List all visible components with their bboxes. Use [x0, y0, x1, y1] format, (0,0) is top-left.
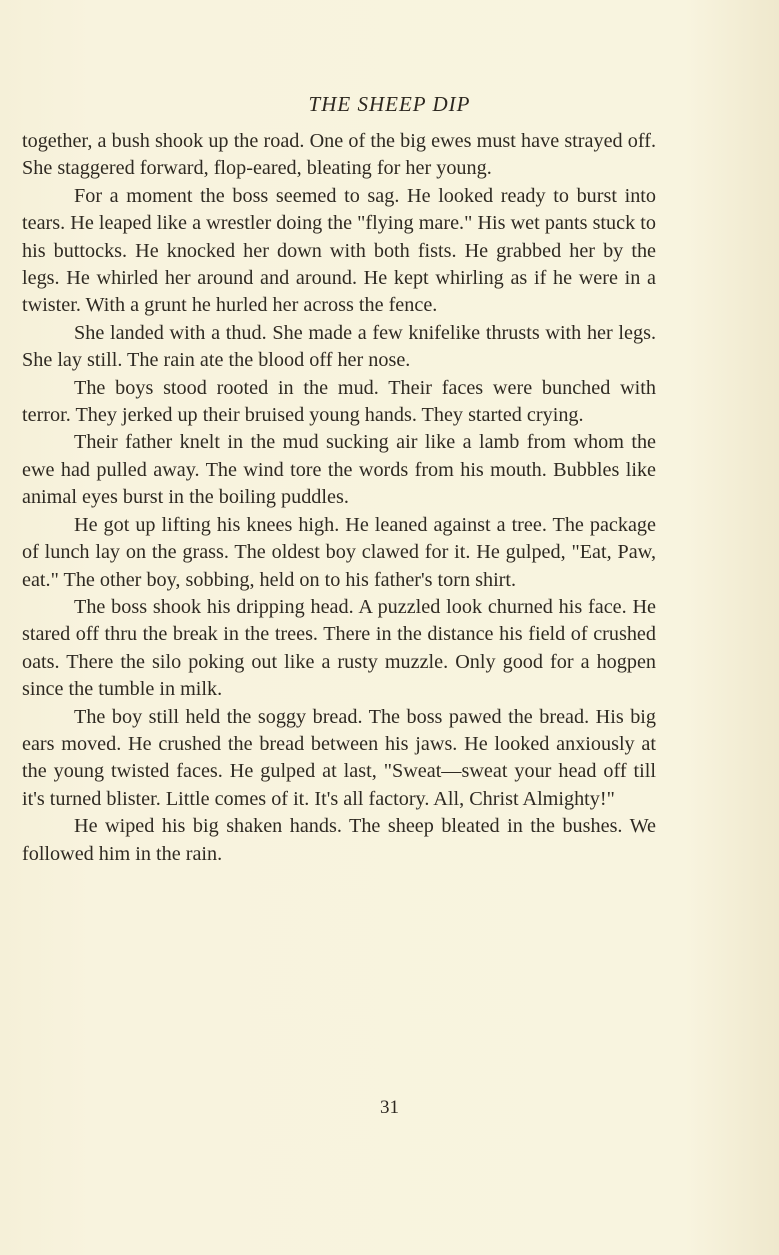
paragraph-6: He got up lifting his knees high. He leaned against a tree. The package of lunch lay on the grass. The oldest boy clawed for it. He gulped, "Eat, Paw, eat." The other boy, sobbing, held on to his father's torn shirt.: [22, 513, 656, 591]
paragraph-4: The boys stood rooted in the mud. Their faces were bunched with terror. They jerked up their bruised young hands. They started crying.: [22, 376, 656, 427]
paragraph-8: The boy still held the soggy bread. The boss pawed the bread. His big ears moved. He crushed the bread between his jaws. He looked anxiously at the young twisted faces. He gulped at last, "Sweat—sweat your head off till it's turned blister. Little comes of it. It's all factory. All, Christ Almighty!": [22, 705, 656, 810]
paragraph-9: He wiped his big shaken hands. The sheep bleated in the bushes. We followed him in the rain.: [22, 815, 656, 865]
paragraph-1: together, a bush shook up the road. One of the big ewes must have strayed off. She staggered forward, flop-eared, bleating for her young.: [22, 130, 656, 180]
paragraph-7: The boss shook his dripping head. A puzzled look churned his face. He stared off thru the break in the trees. There in the distance his field of crushed oats. There the silo poking out like a rusty muzzle. Only good for a hogpen since the tumble in milk.: [22, 595, 656, 701]
paragraph-5: Their father knelt in the mud sucking air like a lamb from whom the ewe had pulled away. The wind tore the words from his mouth. Bubbles like animal eyes burst in the boiling puddles.: [22, 431, 656, 509]
page-number: 31: [380, 1097, 399, 1118]
page-body: [22, 128, 656, 868]
paragraph-2: For a moment the boss seemed to sag. He looked ready to burst into tears. He leaped like a wrestler doing the "flying mare." His wet pants stuck to his buttocks. He knocked her down with both fists. He grabbed her by the legs. He whirled her around and around. He kept whirling as if he were in a twister. With a grunt he hurled her across the fence.: [22, 184, 656, 317]
paragraph-3: She landed with a thud. She made a few knifelike thrusts with her legs. She lay still. The rain ate the blood off her nose.: [22, 321, 656, 372]
running-head: THE SHEEP DIP: [308, 92, 471, 116]
